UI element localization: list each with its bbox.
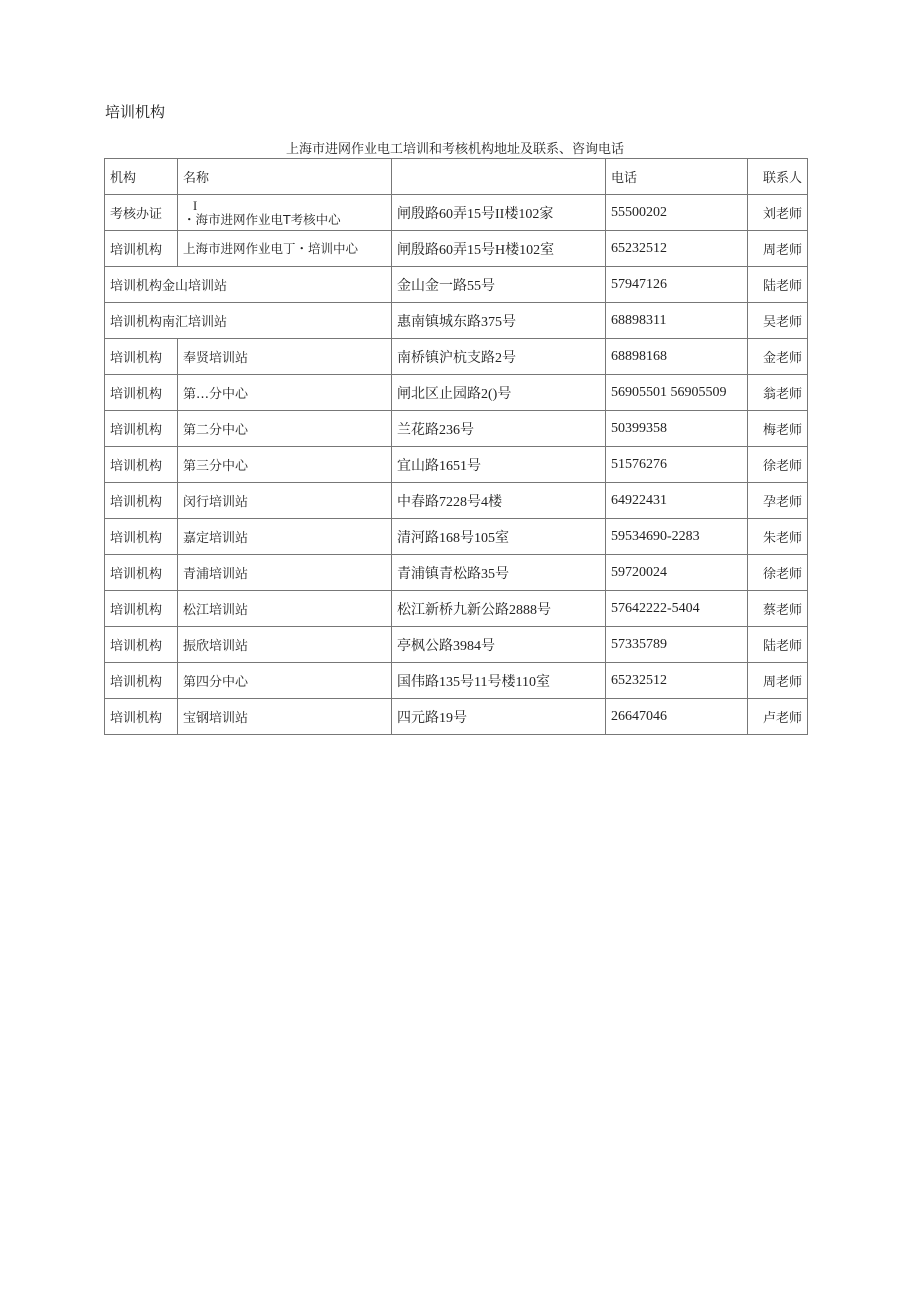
cell-name: 青浦培训站	[178, 555, 392, 591]
cell-name: 嘉定培训站	[178, 519, 392, 555]
cell-org: 培训机构	[105, 699, 178, 735]
cell-contact: 刘老师	[748, 195, 808, 231]
header-org: 机构	[105, 159, 178, 195]
cell-address: 亭枫公路3984号	[392, 627, 606, 663]
cell-address: 闸殷路60弄15号II楼102家	[392, 195, 606, 231]
page-heading: 培训机构	[105, 103, 166, 121]
cell-name-text: ・海市进网作业电T考核中心	[183, 211, 341, 227]
cell-contact: 卢老师	[748, 699, 808, 735]
cell-address: 四元路19号	[392, 699, 606, 735]
cell-org: 培训机构	[105, 591, 178, 627]
cell-phone: 57335789	[606, 627, 748, 663]
cell-name: 宝钢培训站	[178, 699, 392, 735]
table-row	[105, 483, 808, 519]
cell-address: 清河路168号105室	[392, 519, 606, 555]
cell-org: 培训机构	[105, 231, 178, 267]
cell-org: 培训机构	[105, 447, 178, 483]
cell-phone: 26647046	[606, 699, 748, 735]
cell-org-name: 培训机构南汇培训站	[105, 303, 392, 339]
cell-org: 考核办证	[105, 195, 178, 231]
table-row	[105, 411, 808, 447]
cell-name: 第…分中心	[178, 375, 392, 411]
header-name: 名称	[178, 159, 392, 195]
cell-contact: 周老师	[748, 663, 808, 699]
cell-contact: 翁老师	[748, 375, 808, 411]
cell-phone: 51576276	[606, 447, 748, 483]
cell-org-name: 培训机构金山培训站	[105, 267, 392, 303]
table-row	[105, 519, 808, 555]
cell-name: 奉贤培训站	[178, 339, 392, 375]
table-header-row	[105, 159, 808, 195]
cell-contact: 徐老师	[748, 447, 808, 483]
cell-contact: 蔡老师	[748, 591, 808, 627]
header-phone: 电话	[606, 159, 748, 195]
table-row	[105, 195, 808, 231]
cell-phone: 55500202	[606, 195, 748, 231]
table-row	[105, 375, 808, 411]
cell-address: 闸殷路60弄15号H楼102室	[392, 231, 606, 267]
cell-phone: 68898311	[606, 303, 748, 339]
cell-org: 培训机构	[105, 663, 178, 699]
cell-address: 南桥镇沪杭支路2号	[392, 339, 606, 375]
cell-address: 中春路7228号4楼	[392, 483, 606, 519]
cell-phone: 56905501 56905509	[606, 375, 748, 411]
cell-contact: 朱老师	[748, 519, 808, 555]
cell-phone: 50399358	[606, 411, 748, 447]
cell-contact: 徐老师	[748, 555, 808, 591]
cell-contact: 陆老师	[748, 627, 808, 663]
cell-contact: 陆老师	[748, 267, 808, 303]
cell-name: 上海市进网作业电丁・培训中心	[178, 231, 392, 267]
cell-name-mark: I	[193, 198, 198, 213]
header-address	[392, 159, 606, 195]
cell-address: 松江新桥九新公路2888号	[392, 591, 606, 627]
cell-org: 培训机构	[105, 483, 178, 519]
cell-contact: 孕老师	[748, 483, 808, 519]
cell-address: 惠南镇城东路375号	[392, 303, 606, 339]
cell-phone: 57642222-5404	[606, 591, 748, 627]
table-row	[105, 663, 808, 699]
table-row	[105, 231, 808, 267]
cell-contact: 周老师	[748, 231, 808, 267]
header-contact: 联系人	[748, 159, 808, 195]
cell-name: 闵行培训站	[178, 483, 392, 519]
cell-org: 培训机构	[105, 627, 178, 663]
cell-address: 金山金一路55号	[392, 267, 606, 303]
table-row	[105, 555, 808, 591]
cell-name: 第二分中心	[178, 411, 392, 447]
cell-phone: 59720024	[606, 555, 748, 591]
cell-phone: 59534690-2283	[606, 519, 748, 555]
cell-phone: 65232512	[606, 663, 748, 699]
training-institutions-table	[104, 158, 808, 735]
cell-org: 培训机构	[105, 339, 178, 375]
cell-contact: 吴老师	[748, 303, 808, 339]
table-row	[105, 303, 808, 339]
cell-name: 第三分中心	[178, 447, 392, 483]
cell-org: 培训机构	[105, 411, 178, 447]
table-caption: 上海市进网作业电工培训和考核机构地址及联系、咨询电话	[285, 142, 624, 157]
cell-org: 培训机构	[105, 375, 178, 411]
table-row	[105, 699, 808, 735]
cell-phone: 68898168	[606, 339, 748, 375]
table-row	[105, 447, 808, 483]
cell-name: 松江培训站	[178, 591, 392, 627]
cell-address: 闸北区止园路2()号	[392, 375, 606, 411]
cell-address: 青浦镇青松路35号	[392, 555, 606, 591]
cell-phone: 57947126	[606, 267, 748, 303]
cell-name	[178, 195, 392, 231]
cell-address: 宜山路1651号	[392, 447, 606, 483]
cell-org: 培训机构	[105, 555, 178, 591]
cell-org: 培训机构	[105, 519, 178, 555]
table-row	[105, 339, 808, 375]
cell-contact: 金老师	[748, 339, 808, 375]
cell-name: 第四分中心	[178, 663, 392, 699]
cell-address: 国伟路135号11号楼110室	[392, 663, 606, 699]
cell-contact: 梅老师	[748, 411, 808, 447]
cell-address: 兰花路236号	[392, 411, 606, 447]
cell-phone: 65232512	[606, 231, 748, 267]
table-row	[105, 267, 808, 303]
cell-phone: 64922431	[606, 483, 748, 519]
table-row	[105, 627, 808, 663]
cell-name: 振欣培训站	[178, 627, 392, 663]
table-row	[105, 591, 808, 627]
